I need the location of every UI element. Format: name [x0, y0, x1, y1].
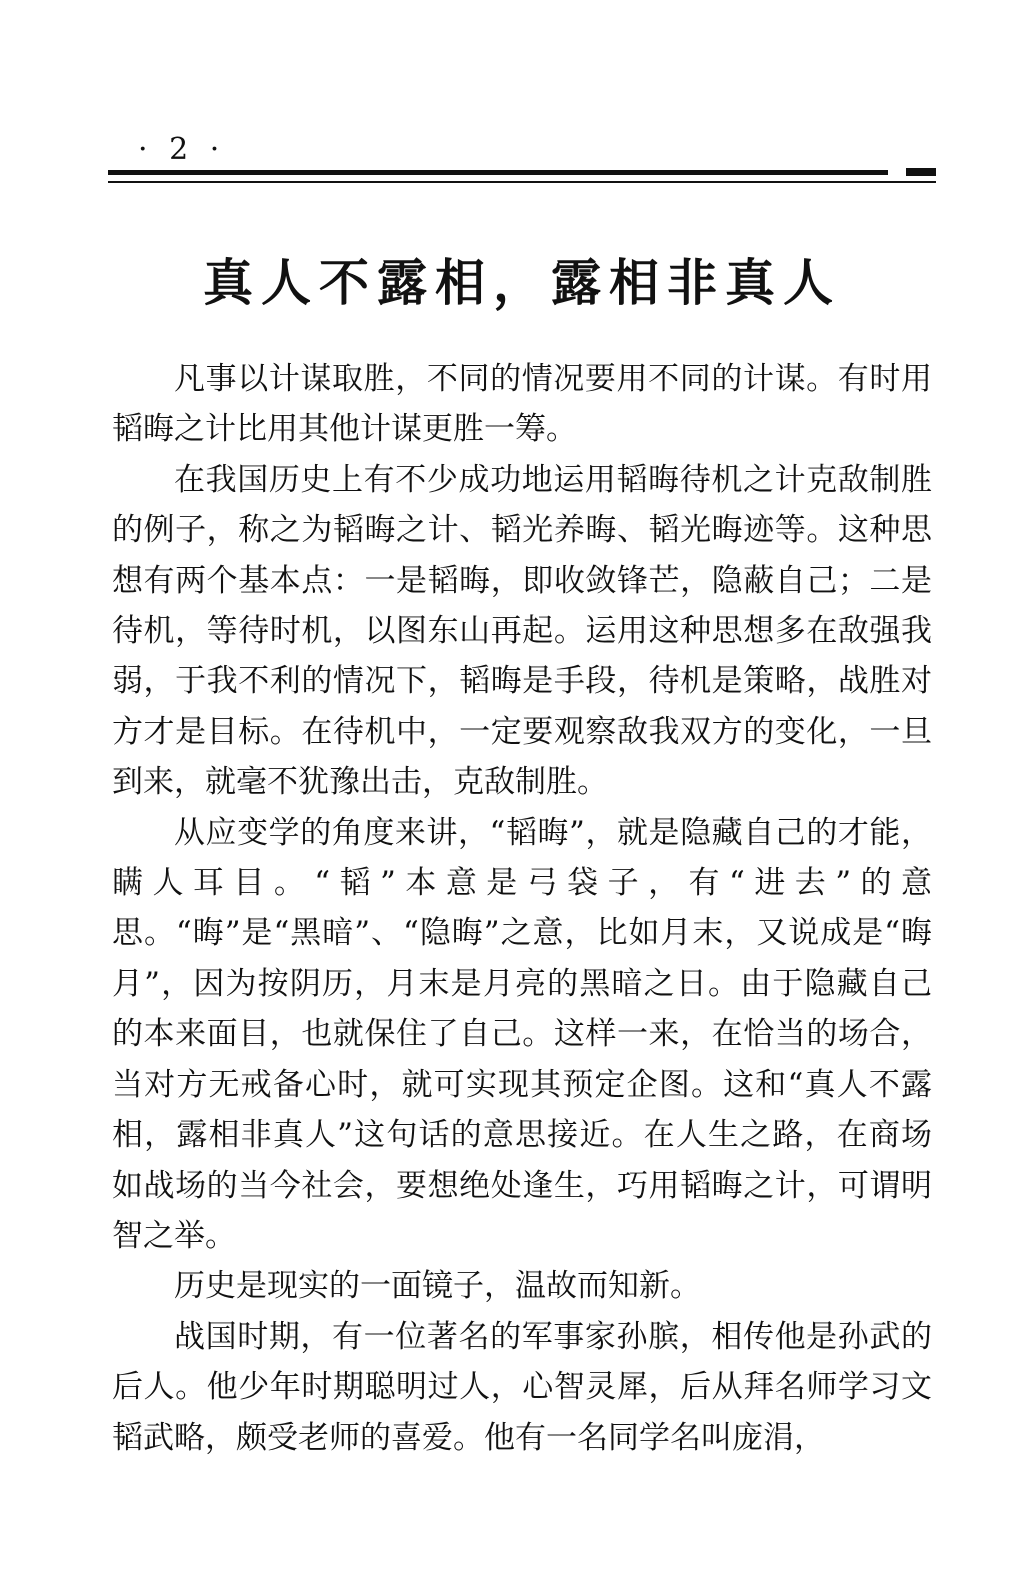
paragraph: 在我国历史上有不少成功地运用韬晦待机之计克敌制胜的例子，称之为韬晦之计、韬光养晦、韬光晦迹等。这种思想有两个基本点：一是韬晦，即收敛锋芒，隐蔽自己；二是待机，等待时机，以图东山再起。运用这种思想多在敌强我弱，于我不利的情况下，韬晦是手段，待机是策略，战胜对方才是目标。在待机中，一定要观察敌我双方的变化，一旦到来，就毫不犹豫出击，克敌制胜。: [112, 461, 932, 801]
paragraph: 从应变学的角度来讲，“韬晦”，就是隐藏自己的才能，瞒人耳目。“韬”本意是弓袋子，有“进去”的意思。“晦”是“黑暗”、“隐晦”之意，比如月末，又说成是“晦月”，因为按阴历，月末是月亮的黑暗之日。由于隐藏自己的本来面目，也就保住了自己。这样一来，在恰当的场合，当对方无戒备心时，就可实现其预定企图。这和“真人不露相，露相非真人”这句话的意思接近。在人生之路，在商场如战场的当今社会，要想绝处逢生，巧用韬晦之计，可谓明智之举。: [112, 814, 933, 1254]
chapter-title: 真人不露相，露相非真人: [203, 253, 841, 312]
page-header: [108, 128, 936, 188]
paragraph: 战国时期，有一位著名的军事家孙膑，相传他是孙武的后人。他少年时期聪明过人，心智灵犀，后从拜名师学习文韬武略，颇受老师的喜爱。他有一名同学名叫庞涓，: [112, 1318, 932, 1456]
header-rule-thin: [108, 181, 936, 183]
page-number: · 2 ·: [138, 132, 226, 167]
paragraph: 历史是现实的一面镜子，温故而知新。: [174, 1268, 701, 1305]
header-rule-thick: [108, 170, 888, 175]
header-rule-tab: [906, 168, 936, 176]
body-text: [112, 354, 932, 1463]
paragraph: 凡事以计谋取胜，不同的情况要用不同的计谋。有时用韬晦之计比用其他计谋更胜一筹。: [112, 361, 932, 448]
